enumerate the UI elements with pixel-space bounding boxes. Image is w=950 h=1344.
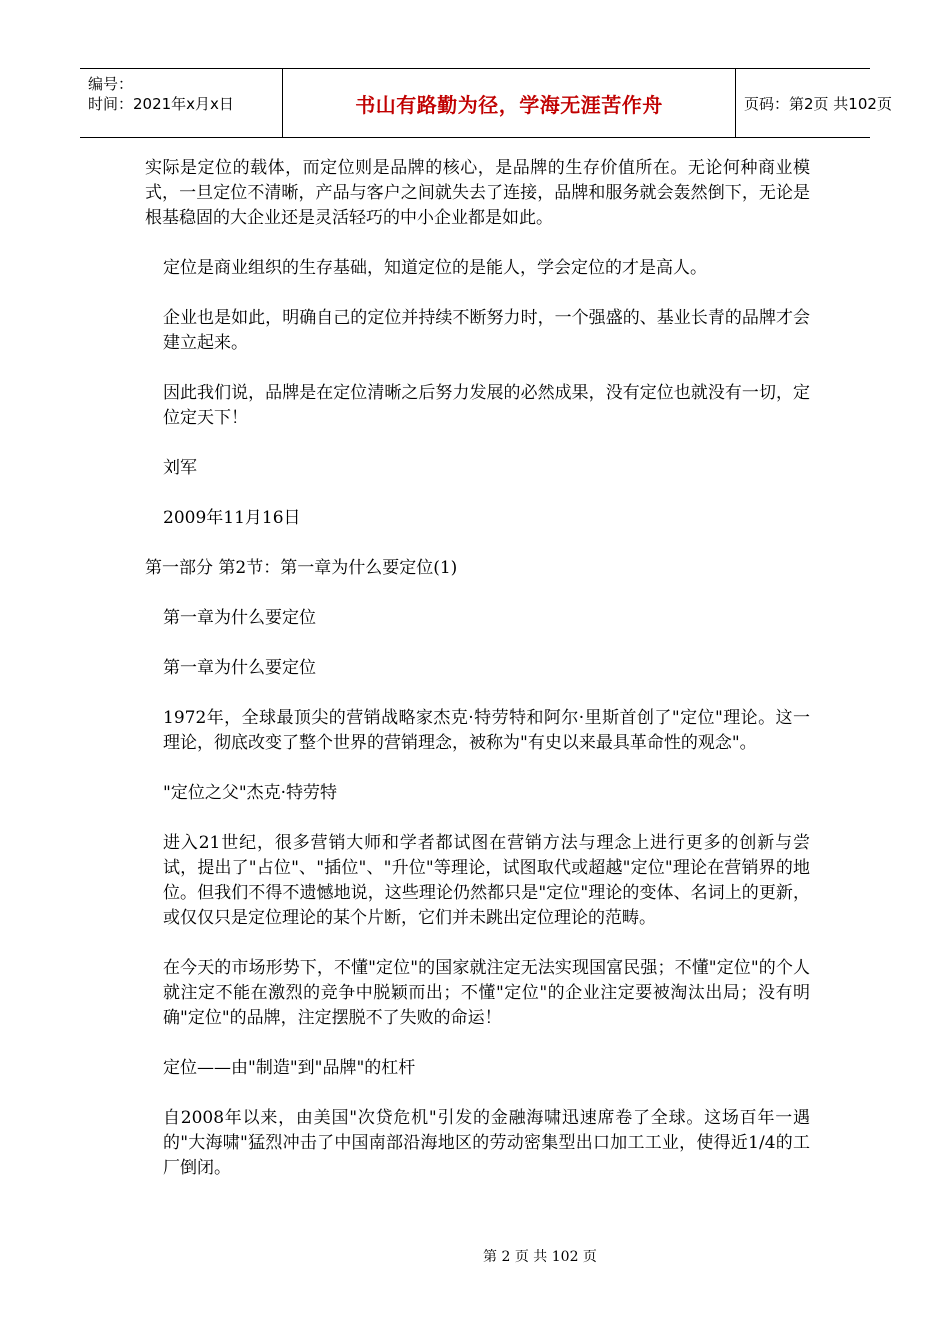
page-footer [0,1246,950,1266]
header-motto-cell [283,69,736,137]
header-page-cell [736,69,892,137]
date-label: 时间：2021年x月x日 [88,95,234,113]
subheading: "定位之父"杰克·特劳特 [163,783,338,803]
motto-text: 书山有路勤为径，学海无涯苦作舟 [355,92,663,117]
paragraph: 定位是商业组织的生存基础，知道定位的是能人，学会定位的才是高人。 [163,258,707,278]
paragraph: 实际是定位的载体，而定位则是品牌的核心，是品牌的生存价值所在。无论何种商业模式，一旦定位不清晰，产品与客户之间就失去了连接，品牌和服务就会轰然倒下，无论是根基稳固的大企业还是灵活轻巧的中小企业都是如此。 [145,158,810,228]
document-header [80,68,892,138]
paragraph: 在今天的市场形势下，不懂"定位"的国家就注定无法实现国富民强；不懂"定位"的个人就注定不能在激烈的竞争中脱颖而出；不懂"定位"的企业注定要被淘汰出局；没有明确"定位"的品牌，注定摆脱不了失败的命运！ [163,958,810,1028]
chapter-title: 第一章为什么要定位 [163,658,316,678]
footer-page-number: 第 2 页 共 102 页 [483,1249,597,1265]
paragraph: 进入21世纪，很多营销大师和学者都试图在营销方法与理念上进行更多的创新与尝试，提出了"占位"、"插位"、"升位"等理论，试图取代或超越"定位"理论在营销界的地位。但我们不得不遗憾地说，这些理论仍然都只是"定位"理论的变体、名词上的更新，或仅仅只是定位理论的某个片断，它们并未跳出定位理论的范畴。 [163,833,810,928]
number-label: 编号： [88,75,134,93]
header-info-cell [80,69,283,137]
document-body [145,156,810,1206]
paragraph: 自2008年以来，由美国"次贷危机"引发的金融海啸迅速席卷了全球。这场百年一遇的"大海啸"猛烈冲击了中国南部沿海地区的劳动密集型出口加工工业，使得近1/4的工厂倒闭。 [163,1108,810,1178]
subheading: 定位——由"制造"到"品牌"的杠杆 [163,1058,416,1078]
paragraph: 因此我们说，品牌是在定位清晰之后努力发展的必然成果，没有定位也就没有一切，定位定天下！ [163,383,810,428]
page-code: 页码：第2页 共102页 [744,94,892,113]
paragraph: 企业也是如此，明确自己的定位并持续不断努力时，一个强盛的、基业长青的品牌才会建立起来。 [163,308,810,353]
author-name: 刘军 [163,458,197,478]
chapter-title: 第一章为什么要定位 [163,608,316,628]
author-date: 2009年11月16日 [163,508,301,528]
paragraph: 1972年，全球最顶尖的营销战略家杰克·特劳特和阿尔·里斯首创了"定位"理论。这一理论，彻底改变了整个世界的营销理念，被称为"有史以来最具革命性的观念"。 [163,708,810,753]
section-heading: 第一部分 第2节：第一章为什么要定位(1) [145,558,458,578]
